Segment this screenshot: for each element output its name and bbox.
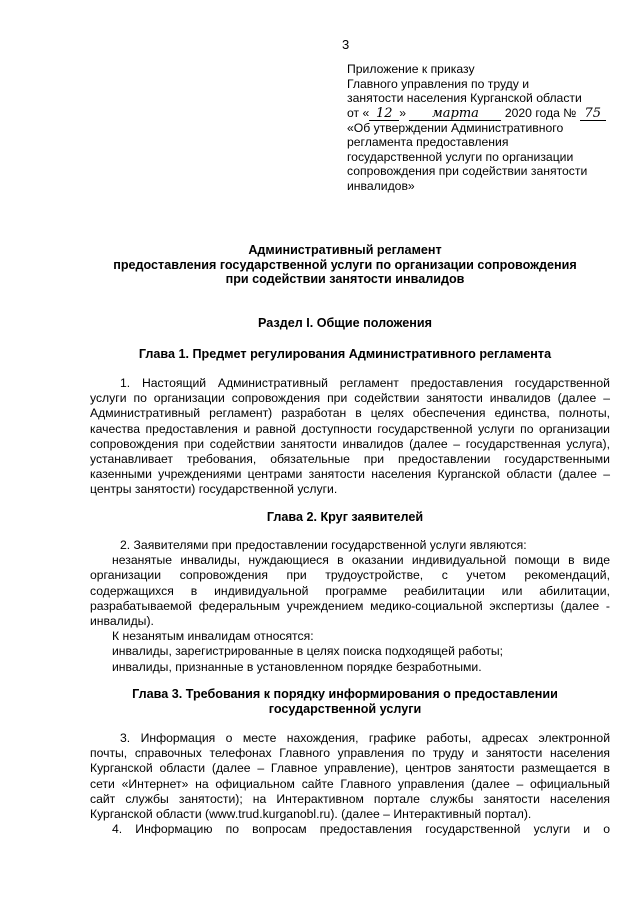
paragraph-line: 4. Информацию по вопросам предоставления государственной услуги и о (112, 822, 610, 837)
paragraph-line: казенными учреждениями центрами занятости населения Курганской области (далее – (90, 467, 610, 482)
paragraph-line: 3. Информация о месте нахождения, графике работы, адресах электронной (120, 731, 610, 745)
paragraph-1 (90, 376, 610, 498)
paragraph-line: инвалиды, зарегистрированные в целях поиска подходящей работы; (112, 644, 504, 659)
annex-block (347, 62, 615, 193)
paragraph-line: инвалиды). (90, 614, 154, 629)
chapter-2-heading: Глава 2. Круг заявителей (266, 510, 424, 524)
annex-about-line: «Об утверждении Административного (347, 120, 564, 135)
paragraph-line: незанятые инвалиды, нуждающиеся в оказании индивидуальной помощи в виде (112, 553, 610, 568)
paragraph-line: почты, справочных телефонах Главного управления по труду и занятости населения (90, 746, 610, 761)
paragraph-line: Административный регламент) разработан в целях обеспечения единства, полноты, (90, 406, 610, 421)
paragraph-line: сайт службы занятости); на Интерактивном портале службы занятости населения (90, 791, 610, 806)
section-heading: Раздел I. Общие положения (258, 316, 432, 330)
annex-about-line: регламента предоставления (347, 135, 509, 149)
paragraph-line: Курганской области (далее – Главное управление), центров занятости размещается в (90, 761, 610, 776)
annex-about-line: государственной услуги по организации (347, 149, 574, 164)
paragraph-line: 2. Заявителями при предоставлении государственной услуги являются: (120, 538, 527, 552)
handwritten-number: 75 (580, 108, 606, 121)
date-sep: » (399, 105, 407, 120)
paragraph-line: услуги по организации сопровождения при содействии занятости инвалидов (далее – (90, 391, 610, 406)
annex-line: занятости населения Курганской области (347, 91, 582, 105)
paragraph-line: устанавливает требования, обязательные при предоставлении государственными (90, 452, 610, 467)
paragraph-line: Курганской области (www.trud.kurganobl.ru). (далее – Интерактивный портал). (90, 807, 532, 822)
title-line: предоставления государственной услуги по организации сопровождения (113, 257, 577, 272)
annex-date-line (347, 106, 615, 121)
annex-line: Главного управления по труду и (347, 76, 530, 91)
title-line: при содействии занятости инвалидов (225, 272, 465, 286)
paragraph-2 (90, 538, 610, 675)
heading-line: Глава 3. Требования к порядку информирования о предоставлении (132, 687, 558, 701)
paragraph-line: К незанятым инвалидам относятся: (112, 629, 314, 644)
chapter-3-heading (90, 687, 600, 716)
paragraph-line: сопровождения при содействии занятости инвалидов (далее – государственная услуга), (90, 436, 610, 451)
title-line: Административный регламент (248, 243, 442, 257)
date-prefix: от « (347, 105, 370, 120)
paragraph-line: организации сопровождения при трудоустройстве, с учетом рекомендаций, (90, 568, 610, 583)
chapter-1-heading: Глава 1. Предмет регулирования Административного регламента (138, 347, 552, 361)
paragraph-line: инвалиды, признанные в установленном порядке безработными. (112, 659, 482, 674)
paragraph-line: сети «Интернет» на официальном сайте Главного управления (далее – официальный (90, 776, 610, 791)
document-title (90, 243, 600, 287)
annex-line: Приложение к приказу (347, 62, 475, 76)
paragraph-line: 1. Настоящий Административный регламент предоставления государственной (120, 376, 610, 390)
handwritten-day: 12 (369, 108, 399, 121)
paragraph-line: разрабатываемой федеральным учреждением медико-социальной экспертизы (далее - (90, 598, 610, 613)
handwritten-month: марта (409, 108, 501, 121)
paragraph-line: центры занятости) государственной услуги. (90, 482, 338, 497)
paragraph-line: качества предоставления и равной доступности государственной услуги по организации (90, 421, 610, 436)
year-text: 2020 года № (504, 105, 577, 120)
paragraph-line: содержащихся в индивидуальной программе реабилитации или абилитации, (90, 583, 610, 598)
annex-about-line: сопровождения при содействии занятости (347, 164, 588, 178)
annex-about-line: инвалидов» (347, 178, 415, 193)
paragraph-3 (90, 731, 610, 837)
heading-line: государственной услуги (268, 701, 422, 716)
page-number: 3 (342, 37, 350, 52)
